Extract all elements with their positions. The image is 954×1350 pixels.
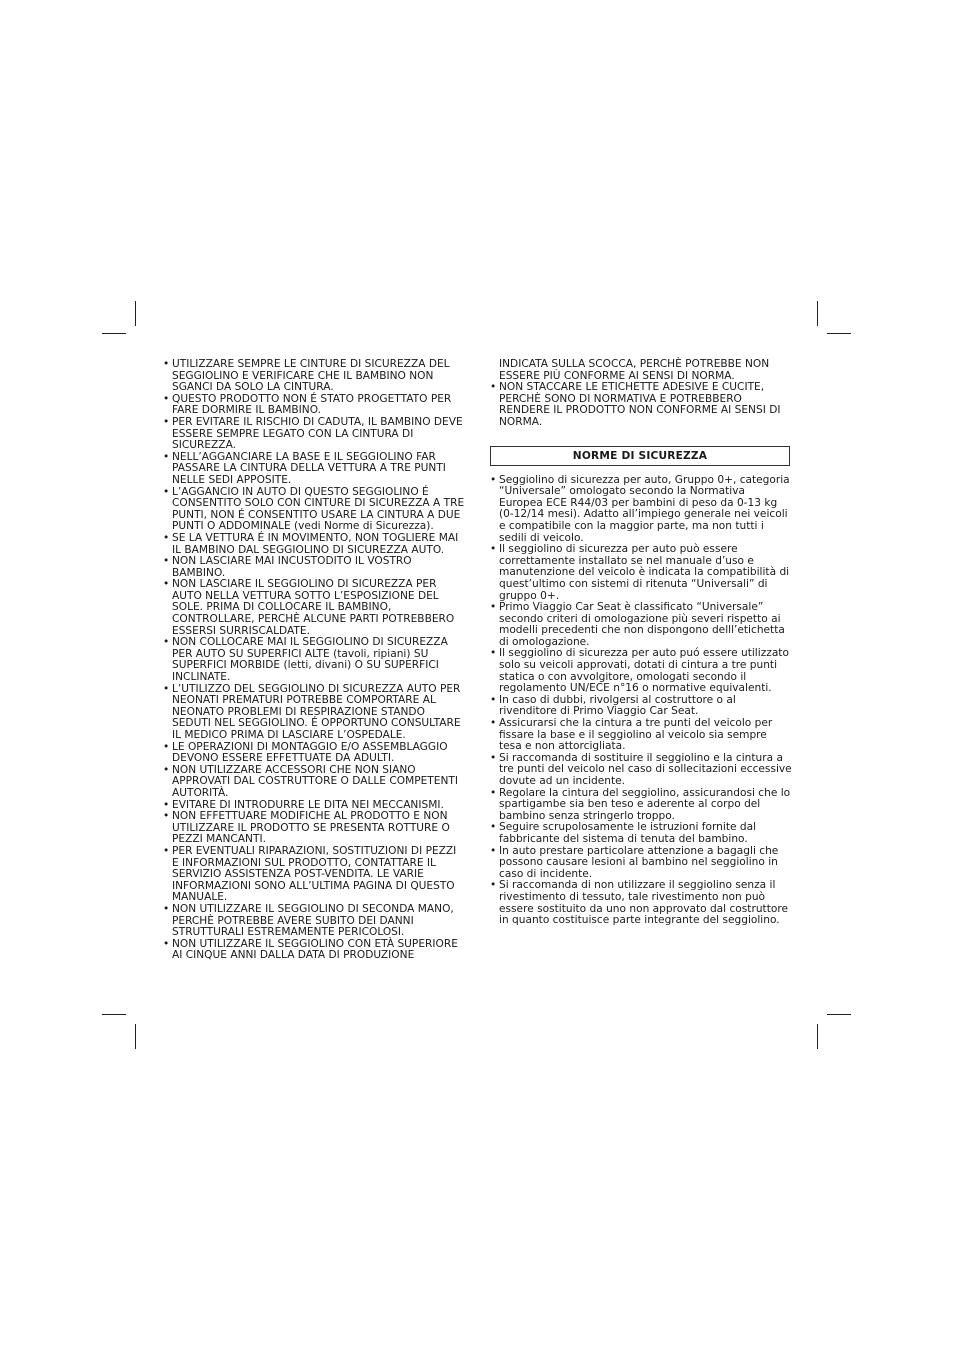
list-item: • Si raccomanda di sostituire il seggiolino e la cintura a tre punti del veicolo nel caso di sollecitazioni eccessive dovute ad un incidente.: [490, 751, 792, 787]
crop-mark: [827, 1014, 851, 1015]
list-item: • Il seggiolino di sicurezza per auto puó essere utilizzato solo su veicoli approvati, dotati di cintura a tre punti statica o con avvolgitore, omologati secondo il regolamento UN/ECE n°16 o normative equivalenti.: [490, 647, 789, 695]
list-item: • In auto prestare particolare attenzione a bagagli che possono causare lesioni al bambino nel seggiolino in caso di incidente.: [490, 844, 779, 880]
list-item: • NON STACCARE LE ETICHETTE ADESIVE E CUCITE, PERCHÈ SONO DI NORMATIVA E POTREBBERO RENDERE IL PRODOTTO NON CONFORME AI SENSI DI NORMA.: [490, 381, 781, 428]
crop-mark: [135, 1024, 136, 1049]
crop-mark: [817, 1024, 818, 1049]
list-item: • L’UTILIZZO DEL SEGGIOLINO DI SICUREZZA AUTO PER NEONATI PREMATURI POTREBBE COMPORTARE AL NEONATO PROBLEMI DI RESPIRAZIONE STANDO SEDUTI NEL SEGGIOLINO. É OPPORTUNO CONSULTARE IL MEDICO PRIMA DI LASCIARE L’OSPEDALE.: [163, 682, 461, 741]
list-item: • NELL’AGGANCIARE LA BASE E IL SEGGIOLINO FAR PASSARE LA CINTURA DELLA VETTURA A TRE PUNTI NELLE SEDI APPOSITE.: [163, 450, 446, 486]
list-item: • SE LA VETTURA É IN MOVIMENTO, NON TOGLIERE MAI IL BAMBINO DAL SEGGIOLINO DI SICUREZZA AUTO.: [163, 531, 459, 556]
list-item: • NON LASCIARE IL SEGGIOLINO DI SICUREZZA PER AUTO NELLA VETTURA SOTTO L’ESPOSIZIONE DEL SOLE. PRIMA DI COLLOCARE IL BAMBINO, CONTROLLARE, PERCHÈ ALCUNE PARTI POTREBBERO ESSERSI SURRISCALDATE.: [163, 578, 455, 637]
list-item: • Seggiolino di sicurezza per auto, Gruppo 0+, categoria “Universale” omologato secondo la Normativa Europea ECE R44/03 per bambini di peso da 0-13 kg (0-12/14 mesi). Adatto all’impiego generale nei veicoli e compatibile con la maggior parte, ma non tutti i sedili di veicolo.: [490, 473, 790, 544]
crop-mark: [817, 301, 818, 326]
list-item: • In caso di dubbi, rivolgersi al costruttore o al rivenditore di Primo Viaggio Car Seat.: [490, 693, 736, 718]
continued-text: INDICATA SULLA SCOCCA, PERCHÈ POTREBBE NON ESSERE PIÙ CONFORME AI SENSI DI NORMA.: [499, 358, 770, 382]
list-item: • NON UTILIZZARE IL SEGGIOLINO CON ETÀ SUPERIORE AI CINQUE ANNI DALLA DATA DI PRODUZIONE: [163, 937, 458, 962]
list-item: • Seguire scrupolosamente le istruzioni fornite dal fabbricante del sistema di tenuta del bambino.: [490, 821, 757, 845]
crop-mark: [135, 301, 136, 326]
list-item: • Si raccomanda di non utilizzare il seggiolino senza il rivestimento di tessuto, tale rivestimento non può essere sostituito da uno non approvato dal costruttore in quanto costituisce parte integrante del seggiolino.: [490, 879, 788, 927]
list-item: • QUESTO PRODOTTO NON É STATO PROGETTATO PER FARE DORMIRE IL BAMBINO.: [163, 392, 452, 417]
crop-mark: [102, 333, 126, 334]
warnings-list-continued: [490, 382, 792, 428]
list-item: • LE OPERAZIONI DI MONTAGGIO E/O ASSEMBLAGGIO DEVONO ESSERE EFFETTUATE DA ADULTI.: [163, 740, 448, 765]
list-item: • UTILIZZARE SEMPRE LE CINTURE DI SICUREZZA DEL SEGGIOLINO E VERIFICARE CHE IL BAMBINO NON SGANCI DA SOLO LA CINTURA.: [163, 358, 450, 394]
safety-rules-list: [490, 475, 792, 927]
left-column: [163, 359, 465, 962]
warnings-list: [163, 359, 465, 962]
right-column: [490, 359, 792, 927]
list-item: • NON UTILIZZARE IL SEGGIOLINO DI SECONDA MANO, PERCHÈ POTREBBE AVERE SUBITO DEI DANNI STRUTTURALI ESTREMAMENTE PERICOLOSI.: [163, 902, 454, 939]
list-item: • PER EVENTUALI RIPARAZIONI, SOSTITUZIONI DI PEZZI E INFORMAZIONI SUL PRODOTTO, CONTATTARE IL SERVIZIO ASSISTENZA POST-VENDITA. LE VARIE INFORMAZIONI SONO ALL’ULTIMA PAGINA DI QUESTO MANUALE.: [163, 844, 457, 904]
crop-mark: [827, 333, 851, 334]
list-item: • NON LASCIARE MAI INCUSTODITO IL VOSTRO BAMBINO.: [163, 555, 412, 579]
list-item: • NON COLLOCARE MAI IL SEGGIOLINO DI SICUREZZA PER AUTO SU SUPERFICI ALTE (tavoli, ripiani) SU SUPERFICI MORBIDE (letti, divani) O SU SUPERFICI INCLINATE.: [163, 636, 448, 684]
list-item: • L’AGGANCIO IN AUTO DI QUESTO SEGGIOLINO É CONSENTITO SOLO CON CINTURE DI SICUREZZA A TRE PUNTI, NON É CONSENTITO USARE LA CINTURA A DUE PUNTI O ADDOMINALE (vedi Norme di Sicurezza).: [163, 485, 465, 533]
list-item: • Il seggiolino di sicurezza per auto può essere correttamente installato se nel manuale d’uso e manutenzione del veicolo è indicata la compatibilità di quest’ultimo con sistemi di ritenuta “Universali” di gruppo 0+.: [490, 543, 790, 602]
crop-mark: [102, 1014, 126, 1015]
list-item: • Primo Viaggio Car Seat è classificato “Universale” secondo criteri di omologazione più severi rispetto ai modelli precedenti che non dispongono delll’etichetta di omologazione.: [490, 601, 785, 648]
section-heading: NORME DI SICUREZZA: [490, 446, 790, 466]
list-item: • Regolare la cintura del seggiolino, assicurandosi che lo spartigambe sia ben teso e aderente al corpo del bambino senza stringerlo troppo.: [490, 786, 791, 822]
list-item: • NON UTILIZZARE ACCESSORI CHE NON SIANO APPROVATI DAL COSTRUTTORE O DALLE COMPETENTI AUTORITÀ.: [163, 763, 458, 799]
list-item: • Assicurarsi che la cintura a tre punti del veicolo per fissare la base e il seggiolino al veicolo sia sempre tesa e non attorcigliata.: [490, 717, 773, 753]
list-item: • PER EVITARE IL RISCHIO DI CADUTA, IL BAMBINO DEVE ESSERE SEMPRE LEGATO CON LA CINTURA DI SICUREZZA.: [163, 415, 463, 452]
list-item: • EVITARE DI INTRODURRE LE DITA NEI MECCANISMI.: [163, 798, 444, 811]
list-item: • NON EFFETTUARE MODIFICHE AL PRODOTTO E NON UTILIZZARE IL PRODOTTO SE PRESENTA ROTTURE O PEZZI MANCANTI.: [163, 810, 450, 846]
